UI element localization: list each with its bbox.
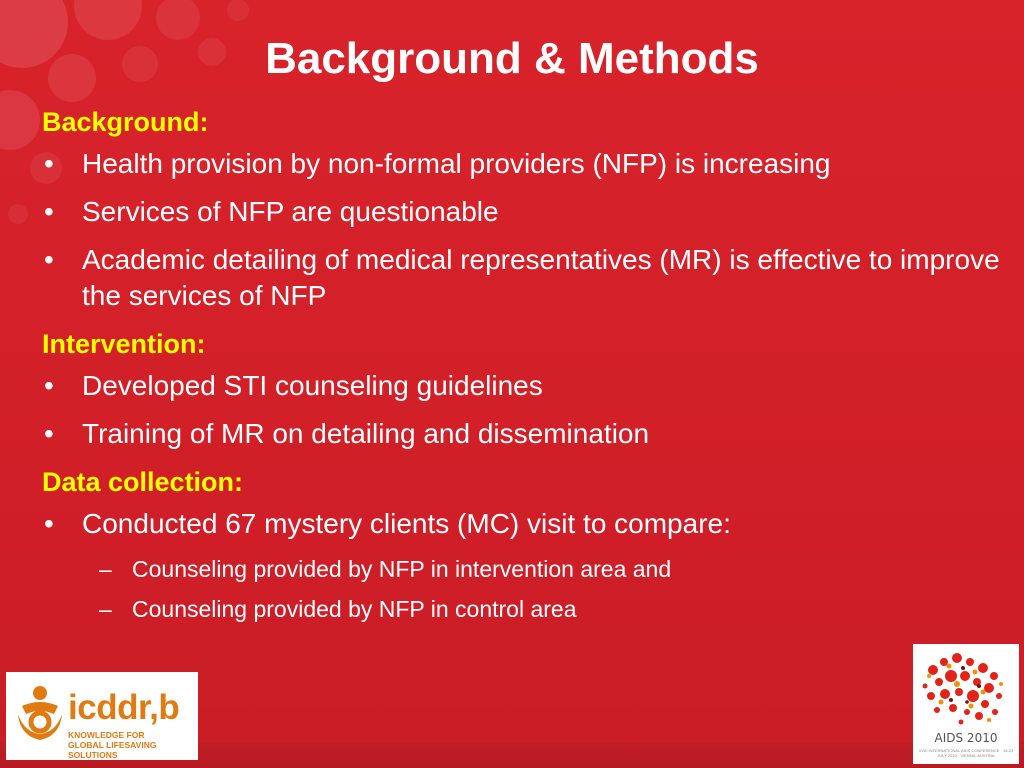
aids-2010-wordmark: AIDS 2010 [934,731,998,745]
icddrb-wordmark: icddr,b [68,688,180,727]
background-heading: Background: [42,107,209,137]
sub-bullet-glyph: – [99,556,112,582]
background-bullet [42,146,1012,182]
aids-2010-subtitle: XVIII INTERNATIONAL AIDS CONFERENCE · 18-23 JULY 2010 · VIENNA, AUSTRIA [918,748,1014,758]
icddrb-tagline-line-2: GLOBAL LIFESAVING SOLUTIONS [68,740,157,760]
slide-body [42,104,1012,634]
bullet-text: Training of MR on detailing and dissemination [82,418,650,449]
icddrb-tagline [68,730,198,760]
background-bullet [42,242,1012,314]
bullet-glyph: • [44,508,54,539]
bullet-glyph: • [44,196,54,227]
intervention-bullet [42,368,1012,404]
data-collection-sub-bullet [42,594,1012,624]
bullet-text: Health provision by non-formal providers (NFP) is increasing [82,148,831,179]
data-collection-bullet [42,506,1012,542]
bullet-text: Developed STI counseling guidelines [82,370,543,401]
sub-bullet-glyph: – [99,596,112,622]
bullet-glyph: • [44,244,54,275]
data-collection-heading: Data collection: [42,467,244,497]
intervention-bullet [42,416,1012,452]
bullet-glyph: • [44,418,54,449]
data-collection-sub-bullet [42,554,1012,584]
background-bullet [42,194,1012,230]
sub-bullet-text: Counseling provided by NFP in control area [132,596,577,622]
bullet-glyph: • [44,148,54,179]
bullet-text: Academic detailing of medical representatives (MR) is effective to improve the services of NFP [82,244,1000,311]
bullet-glyph: • [44,370,54,401]
icddrb-figure-logo-icon [12,684,68,744]
aids-2010-logo [913,644,1019,764]
icddrb-tagline-line-1: KNOWLEDGE FOR [68,730,145,740]
icddrb-logo [6,672,198,760]
sub-bullet-text: Counseling provided by NFP in intervention area and [132,556,672,582]
bullet-text: Services of NFP are questionable [82,196,499,227]
aids-2010-dots-icon [913,646,1019,730]
slide-title: Background & Methods [265,34,759,83]
intervention-heading: Intervention: [42,329,206,359]
bullet-text: Conducted 67 mystery clients (MC) visit to compare: [82,508,731,539]
